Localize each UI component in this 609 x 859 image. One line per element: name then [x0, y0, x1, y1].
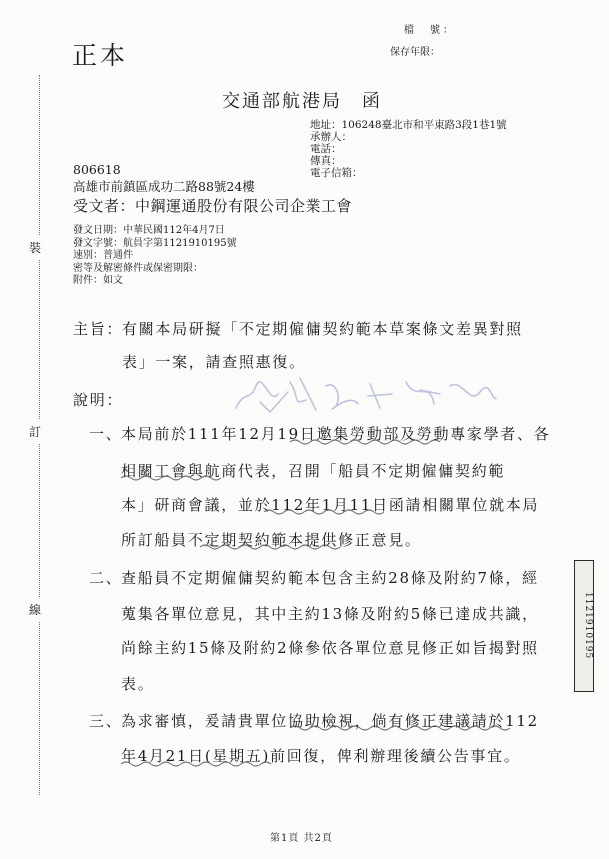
item-line: 為求審慎，爰請貴單位協助檢視，倘有修正建議請於112 — [121, 712, 539, 730]
sender-block — [310, 119, 507, 179]
item-line: 年4月21日(星期五)前回復，俾利辦理後續公告事宜。 — [121, 747, 521, 765]
item-line: 本」研商會議，並於112年1月11日函請相關單位就本局 — [121, 496, 540, 514]
margin-char-bind: 裝 — [29, 236, 41, 259]
attachment: 附件：如文 — [73, 275, 123, 287]
sender-address: 地址：106248臺北市和平東路3段1巷1號 — [310, 119, 507, 131]
recipient-address: 高雄市前鎮區成功二路88號24樓 — [73, 179, 255, 194]
margin-char-staple: 訂 — [29, 420, 41, 443]
file-number-label: 檔 號： — [404, 25, 456, 36]
subject-line: 有關本局研擬「不定期僱傭契約範本草案條文差異對照 — [122, 320, 523, 338]
sender-email: 電子信箱： — [310, 167, 363, 179]
security-level: 密等及解密條件或保密期限： — [73, 262, 203, 274]
issue-number: 發文字號：航員字第1121910195號 — [73, 237, 237, 249]
page-number: 第1頁 共2頁 — [270, 833, 333, 844]
subject-line: 表」一案，請查照惠復。 — [122, 353, 306, 371]
item-line: 表。 — [121, 675, 155, 693]
item-number: 三、 — [89, 712, 123, 730]
recipient-zip: 806618 — [73, 162, 121, 177]
delivery-speed: 速別：普通件 — [73, 250, 133, 262]
subject-label: 主旨： — [73, 320, 124, 338]
item-line: 尚餘主約15條及附約2條參依各單位意見修正如旨揭對照 — [121, 639, 539, 657]
sender-phone: 電話： — [310, 143, 342, 155]
item-line: 所訂船員不定期契約範本提供修正意見。 — [121, 531, 422, 549]
explanation-label: 說明： — [73, 391, 124, 409]
issuing-agency-title: 交通部航港局 函 — [222, 91, 382, 112]
sender-fax: 傳真： — [310, 155, 342, 167]
item-line: 本局前於111年12月19日邀集勞動部及勞動專家學者、各 — [121, 425, 551, 443]
item-number: 二、 — [89, 569, 123, 587]
sender-handler: 承辦人： — [310, 131, 352, 143]
copy-mark: 正本 — [72, 41, 129, 70]
receipt-stamp: 1121910195 — [574, 560, 594, 692]
item-number: 一、 — [89, 425, 123, 443]
item-line: 蒐集各單位意見，其中主約13條及附約5條已達成共識， — [121, 605, 539, 623]
item-line: 查船員不定期僱傭契約範本包含主約28條及附約7條，經 — [121, 569, 539, 587]
item-line: 相關工會與航商代表，召開「船員不定期僱傭契約範 — [121, 462, 506, 480]
faint-signature-scribble — [230, 372, 500, 420]
margin-char-line: 線 — [29, 598, 41, 621]
issue-date: 發文日期：中華民國112年4月7日 — [73, 225, 225, 236]
recipient-name: 受文者：中鋼運通股份有限公司企業工會 — [73, 197, 353, 215]
retention-period-label: 保存年限： — [390, 47, 440, 58]
document-meta — [73, 225, 237, 288]
